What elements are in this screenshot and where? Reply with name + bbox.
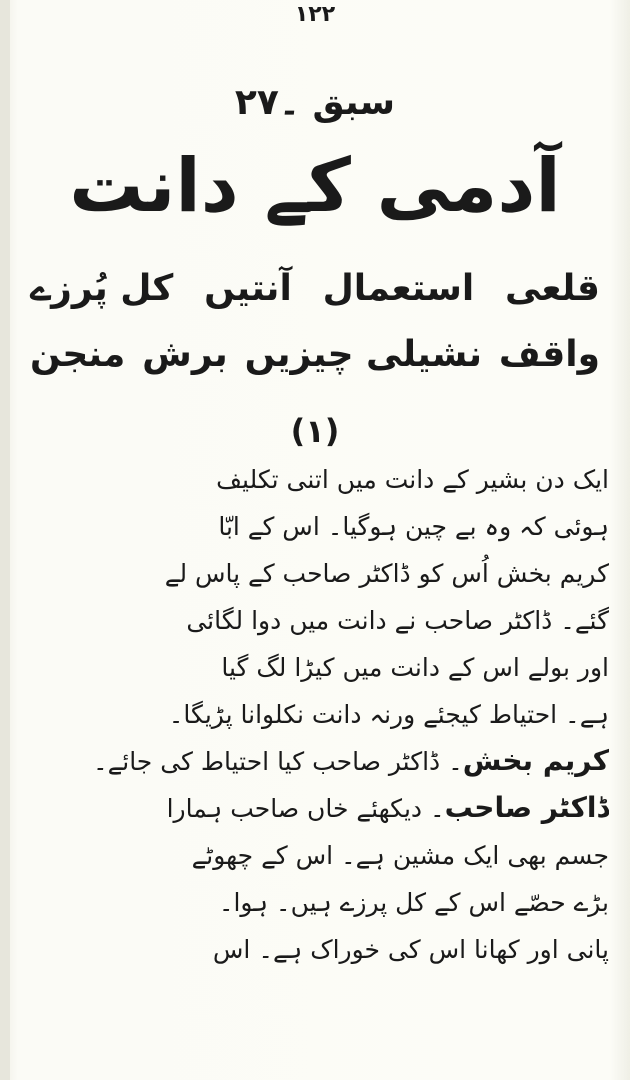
vocab-word: کل پُرزے [30,268,174,309]
vocab-word: واقف [498,334,600,375]
body-line [24,690,609,737]
body-line [24,878,609,925]
line-text: ۔ ڈاکٹر صاحب کیا احتیاط کی جائے۔ [92,747,463,776]
lesson-title: آدمی کے دانت [69,143,561,229]
vocab-word: منجن [30,334,126,375]
speaker-name: کریم بخش [462,744,609,777]
body-line [24,831,609,878]
page-number: ۱۲۲ [294,2,336,27]
line-text: ۔ دیکھئے خاں صاحب ہمارا [166,794,445,823]
body-line [24,784,609,831]
vocab-word: نشیلی چیزیں [244,334,483,375]
lesson-body [24,455,609,972]
line-text: گئے۔ ڈاکٹر صاحب نے دانت میں دوا لگائی [186,606,609,635]
body-line [24,737,609,784]
speaker-name: ڈاکٹر صاحب [444,791,609,824]
line-text: کریم بخش اُس کو ڈاکٹر صاحب کے پاس لے [164,559,609,588]
lesson-label: سبق ۔۲۷ [234,82,396,123]
vocab-word: قلعی [504,268,600,309]
body-line [24,925,609,972]
line-text: پانی اور کھانا اس کی خوراک ہے۔ اس [212,935,609,964]
section-number: (۱) [290,412,340,450]
line-text: بڑے حصّے اس کے کل پرزے ہیں۔ ہوا۔ [218,888,609,917]
line-text: اور بولے اس کے دانت میں کیڑا لگ گیا [221,653,609,682]
body-line [24,549,609,596]
line-text: جسم بھی ایک مشین ہے۔ اس کے چھوٹے [191,841,609,870]
vocab-word: برش [142,334,228,375]
line-text: ہے۔ احتیاط کیجئے ورنہ دانت نکلوانا پڑیگا۔ [168,700,609,729]
body-line [24,596,609,643]
vocabulary-row-2 [30,334,600,375]
vocab-word: استعمال [322,268,475,309]
vocab-word: آنتیں [204,268,292,309]
body-line [24,455,609,502]
body-line [24,643,609,690]
body-line [24,502,609,549]
line-text: ایک دن بشیر کے دانت میں اتنی تکلیف [216,465,609,494]
line-text: ہوئی کہ وہ بے چین ہوگیا۔ اس کے ابّا [218,512,609,541]
vocabulary-row-1 [30,268,600,309]
